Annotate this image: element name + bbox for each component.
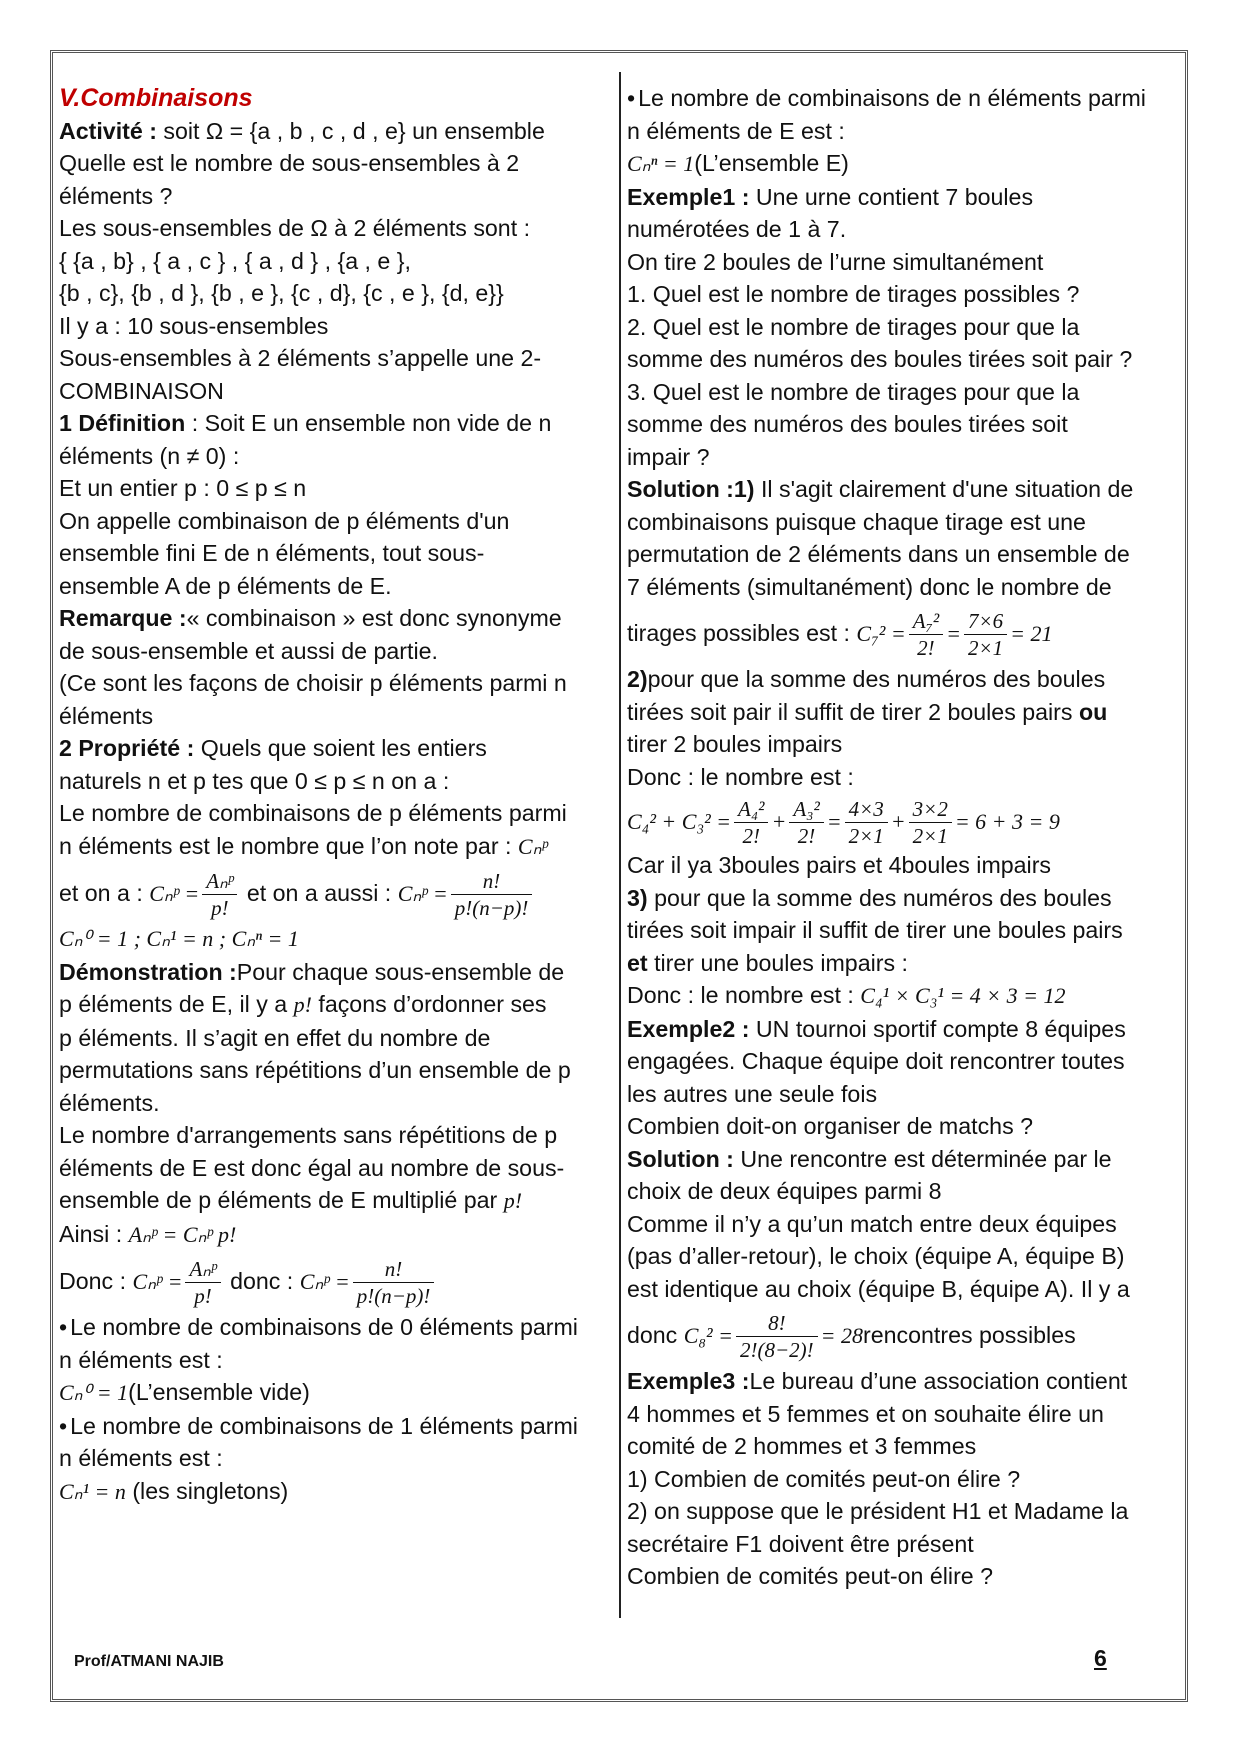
fraction: $\frac{\text{Aₙᵖ}}{p!}$ — [185, 1256, 220, 1309]
demonstration-line: p éléments. Il s’agit en effet du nombre de — [59, 1024, 491, 1051]
demonstration-line: p éléments de E, il y a p! façons d’ordonner ses — [59, 991, 547, 1017]
fraction: $\frac{8!}{2!(8-2)!}$ — [736, 1310, 818, 1363]
bullet-text: Cₙⁿ = 1(L’ensemble E) — [627, 150, 849, 176]
subsets-line: Il y a : 10 sous-ensembles — [59, 312, 329, 339]
part2-line: tirées soit pair il suffit de tirer 2 boules pairs ou — [627, 698, 1108, 725]
example1-line: numérotées de 1 à 7. — [627, 216, 847, 242]
bullet-item: • Le nombre de combinaisons de n éléments parmi — [627, 82, 1187, 115]
example3-line: Combien de comités peut-on élire ? — [627, 1563, 994, 1589]
example3-line: comité de 2 hommes et 3 femmes — [627, 1433, 977, 1459]
part3-line: Donc : le nombre est : C₄¹ × C₃¹ = 4 × 3 = 12 — [627, 982, 1066, 1008]
fraction: $\frac{n!}{p!(n-p)!}$ — [451, 868, 533, 921]
bullet-text: n éléments est : — [59, 1445, 223, 1471]
propriete-line: Le nombre de combinaisons de p éléments parmi — [59, 800, 567, 826]
remarque-line: de sous-ensemble et aussi de partie. — [59, 637, 438, 664]
fraction: $\frac{\text{A₇²}}{2!}$ — [909, 608, 943, 661]
bullet-item: • Le nombre de combinaisons de 1 éléments parmi — [59, 1410, 617, 1443]
solution2-line: choix de deux équipes parmi 8 — [627, 1178, 942, 1204]
part2-line: Car il ya 3boules pairs et 4boules impairs — [627, 852, 1052, 878]
question-line: Quelle est le nombre de sous-ensembles à 2 — [59, 150, 520, 176]
left-column — [59, 82, 617, 1508]
formula-line: et on a : Cₙᵖ = $\frac{\text{Aₙᵖ}}{p!}$ et on a aussi : Cₙᵖ = $\frac{n!}{p!(n-p)!}$ — [59, 863, 617, 923]
formula-line: tirages possibles est : C₇² = $\frac{\text{A₇²}}{2!}$ = $\frac{7\times 6}{2\times 1}$ = 21 — [627, 609, 1053, 661]
subsets-line: COMBINAISON — [59, 377, 224, 404]
arrangement-line: ensemble de p éléments de E multiplié par p! — [59, 1187, 523, 1213]
example3-line: secrétaire F1 doivent être présent — [627, 1530, 974, 1557]
part3-line: tirées soit impair il suffit de tirer une boules pairs — [627, 917, 1123, 943]
demonstration-line: éléments. — [59, 1089, 160, 1116]
page-number: 6 — [1094, 1645, 1107, 1671]
fraction: $\frac{n!}{p!(n-p)!}$ — [353, 1256, 435, 1309]
subsets-line: Sous-ensembles à 2 éléments s’appelle une 2- — [59, 345, 542, 371]
fraction: $\frac{\text{A₄²}}{2!}$ — [734, 796, 768, 849]
bullet-item: • Le nombre de combinaisons de 0 éléments parmi — [59, 1311, 617, 1344]
part3-line: 3) pour que la somme des numéros des boules — [627, 884, 1112, 911]
demonstration-line: Démonstration :Pour chaque sous-ensemble de — [59, 958, 565, 985]
propriete-line: 2 Propriété : Quels que soient les entiers — [59, 735, 487, 761]
fraction: $\frac{4\times 3}{2\times 1}$ — [845, 796, 888, 849]
part2-line: 2)pour que la somme des numéros des boules — [627, 666, 1106, 692]
arrangement-line: éléments de E est donc égal au nombre de sous- — [59, 1154, 565, 1181]
special-values: Cₙ⁰ = 1 ; Cₙ¹ = n ; Cₙⁿ = 1 — [59, 926, 299, 951]
example1-line: 2. Quel est le nombre de tirages pour que la — [627, 313, 1080, 340]
solution-line: combinaisons puisque chaque tirage est une — [627, 508, 1086, 535]
example3-line: 4 hommes et 5 femmes et on souhaite élire un — [627, 1400, 1104, 1427]
column-divider — [619, 72, 621, 1618]
fraction: $\frac{7\times 6}{2\times 1}$ — [964, 608, 1007, 661]
example1-line: impair ? — [627, 443, 710, 470]
right-column — [627, 82, 1187, 1593]
fraction: $\frac{\text{A₃²}}{2!}$ — [789, 796, 823, 849]
solution-line: 7 éléments (simultanément) donc le nombre de — [627, 573, 1112, 600]
bullet-text: n éléments de E est : — [627, 117, 845, 144]
remarque-line: Remarque :« combinaison » est donc synonyme — [59, 605, 562, 631]
part3-line: et tirer une boules impairs : — [627, 949, 908, 976]
part2-line: tirer 2 boules impairs — [627, 731, 843, 757]
arrangement-line: Le nombre d'arrangements sans répétitions de p — [59, 1122, 558, 1148]
section-title: V.Combinaisons — [59, 84, 253, 112]
demonstration-line: permutations sans répétitions d’un ensemble de p — [59, 1057, 571, 1083]
subsets-line: { {a , b} , { a , c } , { a , d } , {a , e }, — [59, 247, 411, 274]
definition-line: éléments (n ≠ 0) : — [59, 442, 240, 469]
part2-line: Donc : le nombre est : — [627, 763, 854, 790]
solution2-line: est identique au choix (équipe B, équipe A). Il y a — [627, 1275, 1130, 1302]
author-footer: Prof/ATMANI NAJIB — [74, 1653, 224, 1670]
example1-line: 3. Quel est le nombre de tirages pour que la — [627, 378, 1080, 405]
solution-line: permutation de 2 éléments dans un ensemble de — [627, 541, 1130, 567]
definition-line: ensemble A de p éléments de E. — [59, 572, 392, 599]
activite-line: Activité : soit Ω = {a , b , c , d , e} un ensemble — [59, 117, 545, 144]
example1-line: somme des numéros des boules tirées soit pair ? — [627, 346, 1133, 372]
bullet-text: Cₙ¹ = n (les singletons) — [59, 1477, 289, 1504]
bullet-text: Cₙ⁰ = 1(L’ensemble vide) — [59, 1379, 310, 1405]
solution2-line: (pas d’aller-retour), le choix (équipe A, équipe B) — [627, 1243, 1125, 1269]
example1-line: Exemple1 : Une urne contient 7 boules — [627, 183, 1034, 210]
example2-line: les autres une seule fois — [627, 1080, 878, 1107]
remarque-line: (Ce sont les façons de choisir p éléments parmi n — [59, 670, 567, 696]
formula-line: donc C₈² = $\frac{8!}{2!(8-2)!}$ = 28rencontres possibles — [627, 1311, 1076, 1363]
subsets-line: Les sous-ensembles de Ω à 2 éléments sont : — [59, 215, 531, 241]
example3-line: Exemple3 :Le bureau d’une association contient — [627, 1368, 1128, 1394]
example2-line: engagées. Chaque équipe doit rencontrer toutes — [627, 1048, 1125, 1074]
example1-line: somme des numéros des boules tirées soit — [627, 411, 1068, 437]
definition-line: Et un entier p : 0 ≤ p ≤ n — [59, 475, 307, 501]
formula-line: C₄² + C₃² = $\frac{\text{A₄²}}{2!}$ + $\frac{\text{A₃²}}{2!}$ = $\frac{4\times 3}{2\times 1}$ + $\frac{3\times 2}{2\times 1}$ = 6 + 3 = 9 — [627, 797, 1060, 849]
propriete-line: naturels n et p tes que 0 ≤ p ≤ n on a : — [59, 767, 450, 794]
propriete-line: n éléments est le nombre que l’on note par : Cₙᵖ — [59, 832, 548, 859]
fraction: $\frac{3\times 2}{2\times 1}$ — [909, 796, 952, 849]
example2-line: Exemple2 : UN tournoi sportif compte 8 équipes — [627, 1015, 1126, 1042]
example1-line: On tire 2 boules de l’urne simultanément — [627, 248, 1044, 275]
remarque-line: éléments — [59, 702, 154, 729]
question-line: éléments ? — [59, 182, 173, 209]
fraction: $\frac{\text{Aₙᵖ}}{p!}$ — [202, 868, 237, 921]
solution-line: Solution :1) Il s'agit clairement d'une situation de — [627, 476, 1134, 502]
example3-line: 2) on suppose que le président H1 et Madame la — [627, 1498, 1129, 1524]
example2-line: Combien doit-on organiser de matchs ? — [627, 1113, 1033, 1139]
solution2-line: Comme il n’y a qu’un match entre deux équipes — [627, 1210, 1117, 1237]
solution2-line: Solution : Une rencontre est déterminée par le — [627, 1145, 1112, 1172]
bullet-text: n éléments est : — [59, 1346, 223, 1373]
definition-line: On appelle combinaison de p éléments d'un — [59, 507, 510, 534]
example3-line: 1) Combien de comités peut-on élire ? — [627, 1465, 1021, 1492]
example1-line: 1. Quel est le nombre de tirages possibles ? — [627, 281, 1080, 307]
definition-line: 1 Définition : Soit E un ensemble non vide de n — [59, 410, 552, 436]
ainsi-line: Ainsi : Aₙᵖ = Cₙᵖ p! — [59, 1220, 237, 1247]
formula-line: Donc : Cₙᵖ = $\frac{\text{Aₙᵖ}}{p!}$ donc : Cₙᵖ = $\frac{n!}{p!(n-p)!}$ — [59, 1251, 617, 1311]
definition-line: ensemble fini E de n éléments, tout sous- — [59, 540, 485, 566]
subsets-line: {b , c}, {b , d }, {b , e }, {c , d}, {c , e }, {d, e}} — [59, 280, 504, 306]
